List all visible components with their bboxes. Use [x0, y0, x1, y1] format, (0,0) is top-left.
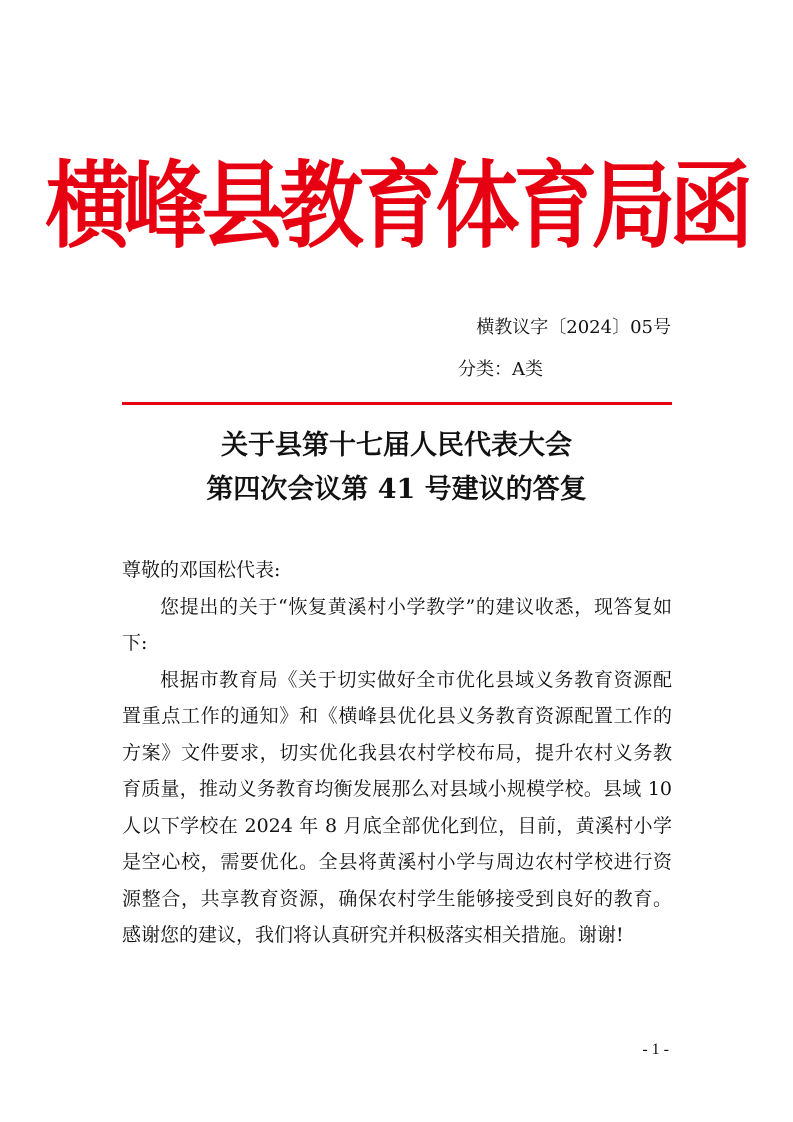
document-title: [0, 424, 793, 512]
document-number: 横教议字〔2024〕05号: [476, 317, 671, 338]
document-category: 分类：A类: [458, 359, 543, 380]
page-number: - 1 -: [642, 1041, 669, 1058]
red-divider-line: [122, 402, 672, 405]
body-paragraph-1: 您提出的关于“恢复黄溪村小学教学”的建议收悉，现答复如下:: [122, 595, 672, 654]
title-line-1: 关于县第十七届人民代表大会: [221, 430, 572, 461]
body-paragraph-2: 根据市教育局《关于切实做好全市优化县域义务教育资源配置重点工作的通知》和《横峰县优化县义务教育资源配置工作的方案》文件要求，切实优化我县农村学校布局，提升农村义务教育质量，推动义务教育均衡发展那么对县域小规模学校。县域 10 人以下学校在 2024 年 8 月底全部优化到位，目前，黄溪村小学是空心校，需要优化。全县将黄溪村小学与周边农村学校进行资源整合，共享教育资源，确保农村学生能够接受到良好的教育。感谢您的建议，我们将认真研究并积极落实相关措施。谢谢!: [122, 668, 672, 946]
letterhead-title: 横峰县教育体育局函: [45, 151, 748, 261]
salutation: 尊敬的邓国松代表:: [122, 559, 281, 581]
title-line-2: 第四次会议第 41 号建议的答复: [206, 474, 587, 505]
document-body: [122, 552, 672, 954]
